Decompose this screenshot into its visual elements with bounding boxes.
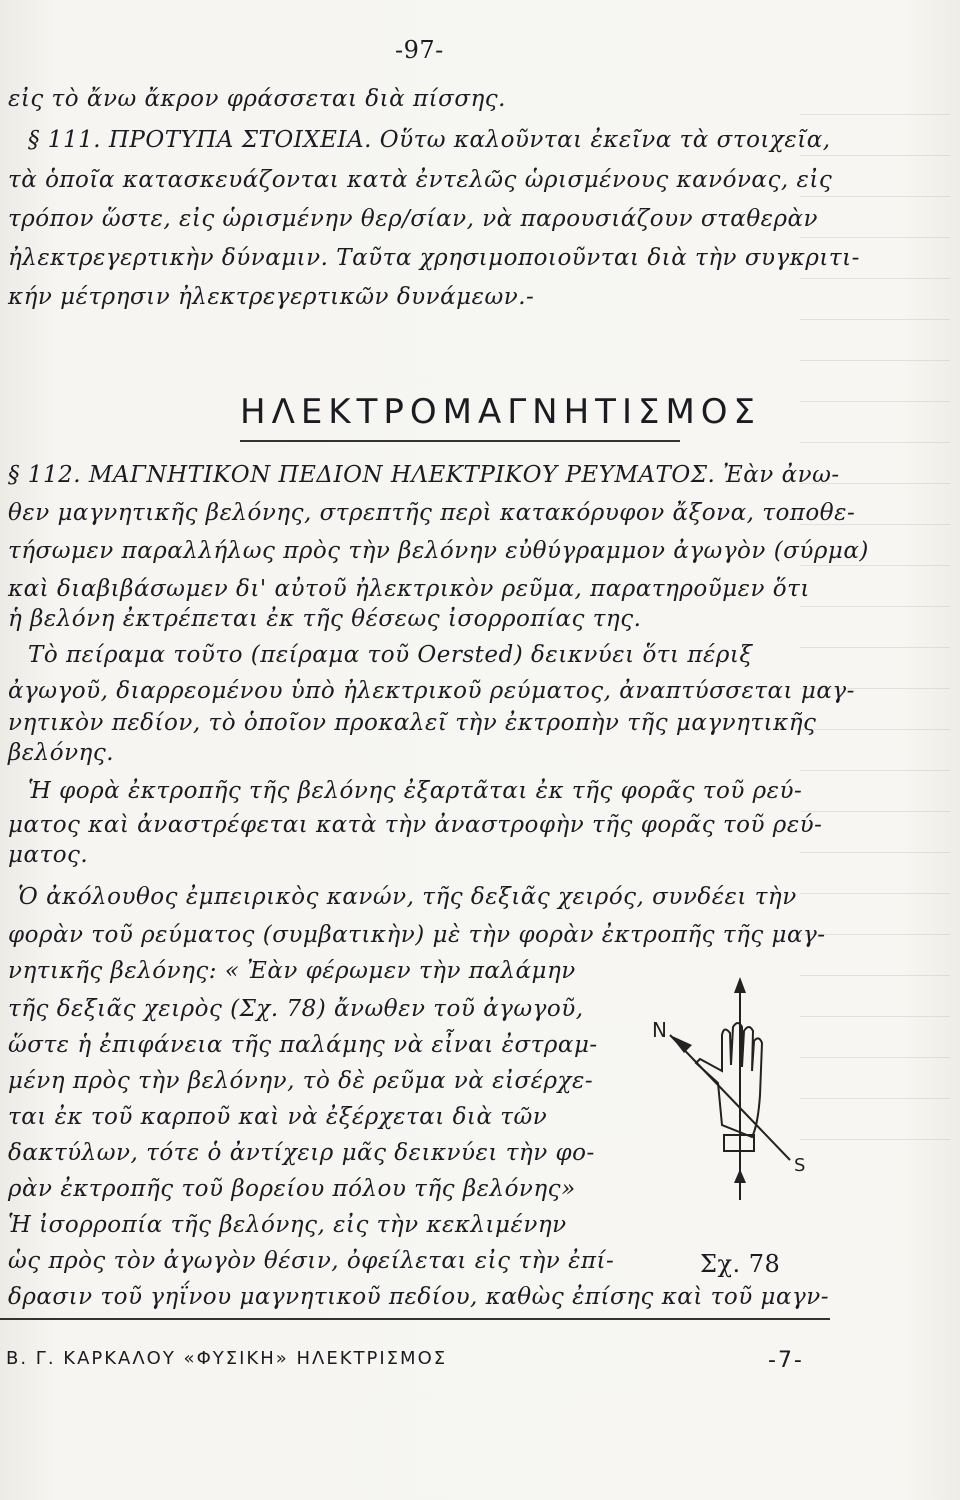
label-south: S xyxy=(794,1155,806,1176)
text-line: εἰς τὸ ἄνω ἄκρον φράσσεται διὰ πίσσης. xyxy=(8,86,506,112)
text-line: ται ἐκ τοῦ καρποῦ καὶ νὰ ἐξέρχεται διὰ τῶν xyxy=(8,1104,548,1130)
text-line: μένη πρὸς τὴν βελόνην, τὸ δὲ ρεῦμα νὰ εἰσέρχε- xyxy=(8,1068,594,1094)
label-north: N xyxy=(652,1018,667,1042)
section-heading-112: § 112. ΜΑΓΝΗΤΙΚΟΝ ΠΕΔΙΟΝ ΗΛΕΚΤΡΙΚΟΥ ΡΕΥΜΑΤΟΣ. Ἐὰν ἀνω- xyxy=(8,462,840,488)
text-line: φορὰν τοῦ ρεύματος (συμβατικὴν) μὲ τὴν φορὰν ἐκτροπῆς τῆς μαγ- xyxy=(8,922,826,948)
needle-north-tip-icon xyxy=(670,1035,692,1053)
text-line: ἠλεκτρεγερτικὴν δύναμιν. Ταῦτα χρησιμοποιοῦνται διὰ τὴν συγκριτι- xyxy=(8,245,860,271)
text-line: Ἡ φορὰ ἐκτροπῆς τῆς βελόνης ἐξαρτᾶται ἐκ τῆς φορᾶς τοῦ ρεύ- xyxy=(28,778,803,804)
figure-caption: Σχ. 78 xyxy=(700,1250,781,1278)
text-line: Τὸ πείραμα τοῦτο (πείραμα τοῦ Oersted) δεικνύει ὅτι πέριξ xyxy=(28,642,753,668)
text-line: Ἡ ἰσορροπία τῆς βελόνης, εἰς τὴν κεκλιμένην xyxy=(8,1212,567,1238)
text-line: ὥστε ἡ ἐπιφάνεια τῆς παλάμης νὰ εἶναι ἐστραμ- xyxy=(8,1032,598,1058)
chapter-title: ΗΛΕΚΤΡΟΜΑΓΝΗΤΙΣΜΟΣ xyxy=(240,392,762,432)
title-underline xyxy=(240,440,680,442)
text-line: θεν μαγνητικῆς βελόνης, στρεπτῆς περὶ κατακόρυφον ἄξονα, τοποθε- xyxy=(8,500,856,526)
text-line: δακτύλων, τότε ὁ ἀντίχειρ μᾶς δεικνύει τὴν φο- xyxy=(8,1140,595,1166)
text-line: βελόνης. xyxy=(8,740,115,766)
text-line: ὡς πρὸς τὸν ἀγωγὸν θέσιν, ὀφείλεται εἰς τὴν ἐπί- xyxy=(8,1248,615,1274)
text-line: κήν μέτρησιν ἠλεκτρεγερτικῶν δυνάμεων.- xyxy=(8,284,535,310)
text-line: ρὰν ἐκτροπῆς τοῦ βορείου πόλου τῆς βελόνης» xyxy=(8,1176,576,1202)
text-line: τῆς δεξιᾶς χειρὸς (Σχ. 78) ἄνωθεν τοῦ ἀγωγοῦ, xyxy=(8,996,584,1022)
footer-rule xyxy=(0,1318,830,1320)
footer-page-number: -7- xyxy=(768,1348,804,1373)
text-line: ἡ βελόνη ἐκτρέπεται ἐκ τῆς θέσεως ἰσορροπίας της. xyxy=(8,606,642,632)
text-line: νητικὸν πεδίον, τὸ ὁποῖον προκαλεῖ τὴν ἐκτροπὴν τῆς μαγνητικῆς xyxy=(8,710,817,736)
text-line: τὰ ὁποῖα κατασκευάζονται κατὰ ἐντελῶς ὡρισμένους κανόνας, εἰς xyxy=(8,167,833,193)
text-line: ματος. xyxy=(8,842,89,868)
text-line: τρόπον ὥστε, εἰς ὡρισμένην θερ/σίαν, νὰ παρουσιάζουν σταθερὰν xyxy=(8,206,819,232)
text-line: Ὁ ἀκόλουθος ἐμπειρικὸς κανών, τῆς δεξιᾶς χειρός, συνδέει τὴν xyxy=(18,884,797,910)
page-number: -97- xyxy=(395,36,444,64)
text-line: καὶ διαβιβάσωμεν δι' αὐτοῦ ἠλεκτρικὸν ρεῦμα, παρατηροῦμεν ὅτι xyxy=(8,576,810,602)
arrow-up-icon xyxy=(734,977,746,993)
text-line: ἀγωγοῦ, διαρρεομένου ὑπὸ ἠλεκτρικοῦ ρεύματος, ἀναπτύσσεται μαγ- xyxy=(8,678,855,704)
text-line: τήσωμεν παραλλήλως πρὸς τὴν βελόνην εὐθύγραμμον ἀγωγὸν (σύρμα) xyxy=(8,538,869,564)
right-hand-rule-figure xyxy=(630,975,810,1205)
text-line: νητικῆς βελόνης: « Ἐὰν φέρωμεν τὴν παλάμην xyxy=(8,958,576,984)
footer-left: Β. Γ. ΚΑΡΚΑΛΟΥ «ΦΥΣΙΚΗ» ΗΛΕΚΤΡΙΣΜΟΣ xyxy=(6,1348,448,1369)
section-heading-111: § 111. ΠΡΟΤΥΠΑ ΣΤΟΙΧΕΙΑ. Οὕτω καλοῦνται ἐκεῖνα τὰ στοιχεῖα, xyxy=(28,127,831,153)
text-line: ματος καὶ ἀναστρέφεται κατὰ τὴν ἀναστροφὴν τῆς φορᾶς τοῦ ρεύ- xyxy=(8,812,823,838)
arrow-up-icon xyxy=(734,1169,746,1183)
text-line: δρασιν τοῦ γηΐνου μαγνητικοῦ πεδίου, καθὼς ἐπίσης καὶ τοῦ μαγν- xyxy=(8,1284,830,1310)
